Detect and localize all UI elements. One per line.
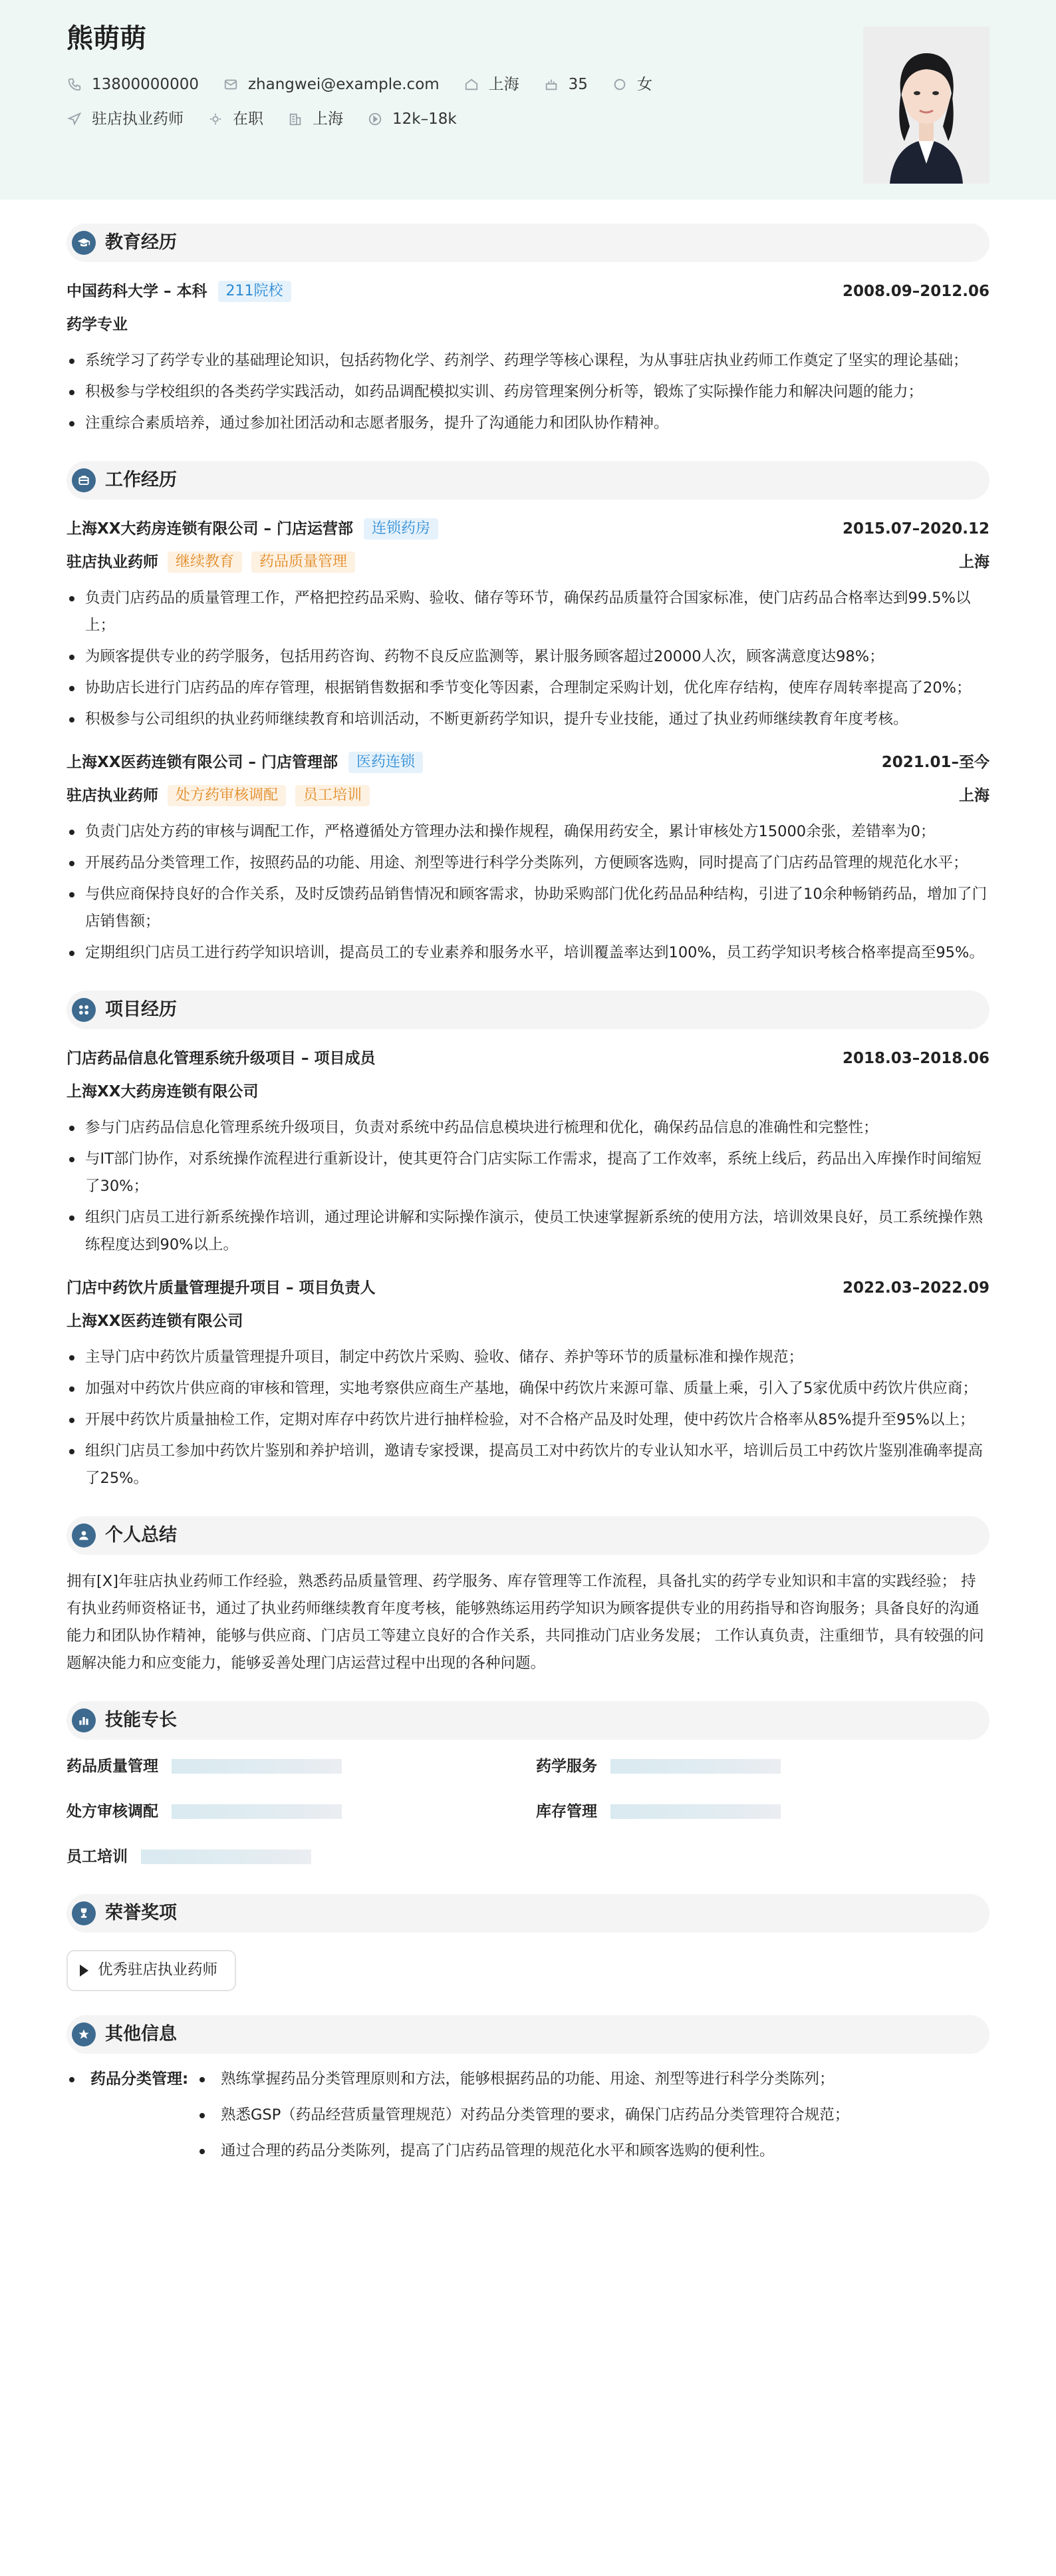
project-entry-header xyxy=(66,1045,990,1072)
resume-body xyxy=(0,224,1056,2174)
skill-item xyxy=(66,1798,536,1825)
list-item: 与IT部门协作，对系统操作流程进行重新设计，使其更符合门店实际工作需求，提高了工作效率，系统上线后，药品出入库操作时间缩短了30%； xyxy=(66,1146,990,1200)
skill-name: 药品质量管理 xyxy=(66,1757,158,1775)
email-item xyxy=(223,71,440,98)
other-list xyxy=(197,2066,849,2174)
skills-title: 技能专长 xyxy=(105,1710,177,1731)
list-item: 熟练掌握药品分类管理原则和方法，能够根据药品的功能、用途、剂型等进行科学分类陈列； xyxy=(197,2066,849,2093)
salary-icon xyxy=(367,111,383,127)
role-tag: 处方药审核调配 xyxy=(168,785,286,806)
list-item: 负责门店药品的质量管理工作，严格把控药品采购、验收、储存等环节，确保药品质量符合国家标准，使门店药品合格率达到99.5%以上； xyxy=(66,585,990,639)
home-icon xyxy=(463,77,479,92)
skill-level-bar xyxy=(172,1804,342,1819)
status-text: 在职 xyxy=(233,110,263,128)
list-item: 注重综合素质培养，通过参加社团活动和志愿者服务，提升了沟通能力和团队协作精神。 xyxy=(66,410,990,437)
summary-text: 拥有[X]年驻店执业药师工作经验，熟悉药品质量管理、药学服务、库存管理等工作流程，具备扎实的药学专业知识和丰富的实践经验； 持有执业药师资格证书，通过了执业药师继续教育年度考核，能够熟练运用药学知识为顾客提供专业的用药指导和咨询服务；具备良好的沟通能力和团队协作精神，能够与供应商、门店员工等建立良好的合作关系，共同推动门店业务发展； 工作认真负责，注重细节，具有较强的问题解决能力和应变能力，能够妥善处理门店运营过程中出现的各种问题。 xyxy=(66,1573,984,1672)
skills-section-header xyxy=(66,1701,990,1740)
list-item: 系统学习了药学专业的基础理论知识，包括药物化学、药剂学、药理学等核心课程，为从事驻店执业药师工作奠定了坚实的理论基础； xyxy=(66,347,990,375)
role-name: 驻店执业药师 xyxy=(66,553,158,571)
work-location: 上海 xyxy=(959,553,990,571)
company-name: 上海XX大药房连锁有限公司 – 门店运营部 xyxy=(66,520,353,538)
candidate-name: 熊萌萌 xyxy=(66,23,146,54)
project-entry xyxy=(66,1045,990,1259)
phone-icon xyxy=(66,77,82,92)
graduation-cap-icon xyxy=(72,231,96,255)
project-name: 门店药品信息化管理系统升级项目 – 项目成员 xyxy=(66,1049,376,1067)
project-org-row xyxy=(66,1078,990,1105)
briefcase-icon xyxy=(72,468,96,492)
skills-grid xyxy=(66,1753,990,1870)
major-row xyxy=(66,311,990,338)
project-bullets xyxy=(66,1114,990,1259)
work-bullets xyxy=(66,818,990,967)
skill-name: 员工培训 xyxy=(66,1848,128,1865)
skill-item xyxy=(66,1753,536,1780)
job-row xyxy=(66,109,990,129)
school-name: 中国药科大学 – 本科 xyxy=(66,282,207,300)
skill-name: 库存管理 xyxy=(536,1802,597,1820)
skill-level-bar xyxy=(610,1759,781,1774)
target-city-text: 上海 xyxy=(313,110,343,128)
other-title: 其他信息 xyxy=(105,2024,177,2045)
list-item: 为顾客提供专业的药学服务，包括用药咨询、药物不良反应监测等，累计服务顾客超过20000人次，顾客满意度达98%； xyxy=(66,643,990,671)
project-name: 门店中药饮片质量管理提升项目 – 项目负责人 xyxy=(66,1279,376,1297)
city-item xyxy=(463,71,519,98)
profile-photo xyxy=(863,27,990,184)
play-icon xyxy=(80,1965,88,1977)
list-item: 参与门店药品信息化管理系统升级项目，负责对系统中药品信息模块进行梳理和优化，确保药品信息的准确性和完整性； xyxy=(66,1114,990,1142)
award-label: 优秀驻店执业药师 xyxy=(98,1961,218,1979)
salary-text: 12k–18k xyxy=(392,110,457,128)
other-section-header xyxy=(66,2015,990,2054)
list-item: 加强对中药饮片供应商的审核和管理，实地考察供应商生产基地，确保中药饮片来源可靠、质量上乘，引入了5家优质中药饮片供应商； xyxy=(66,1375,990,1402)
list-item: 定期组织门店员工进行药学知识培训，提高员工的专业素养和服务水平，培训覆盖率达到100%，员工药学知识考核合格率提高至95%。 xyxy=(66,939,990,967)
mail-icon xyxy=(223,77,239,92)
project-date: 2022.03–2022.09 xyxy=(842,1279,990,1297)
skill-level-bar xyxy=(172,1759,342,1774)
list-item: 负责门店处方药的审核与调配工作，严格遵循处方管理办法和操作规程，确保用药安全，累计审核处方15000余张，差错率为0； xyxy=(66,818,990,846)
skill-name: 处方审核调配 xyxy=(66,1802,158,1820)
status-item xyxy=(207,106,263,132)
skill-item xyxy=(536,1753,935,1780)
grid-icon xyxy=(72,998,96,1022)
list-item: 开展中药饮片质量抽检工作，定期对库存中药饮片进行抽样检验，对不合格产品及时处理，使中药饮片合格率从85%提升至95%以上； xyxy=(66,1406,990,1434)
work-entry-header xyxy=(66,749,990,776)
skill-item xyxy=(66,1844,536,1870)
skill-level-bar xyxy=(610,1804,781,1819)
awards-section-header xyxy=(66,1894,990,1933)
award-item xyxy=(66,1950,236,1991)
list-item: 组织门店员工进行新系统操作培训，通过理论讲解和实际操作演示，使员工快速掌握新系统的使用方法，培训效果良好，员工系统操作熟练程度达到90%以上。 xyxy=(66,1204,990,1259)
salary-item xyxy=(367,106,457,132)
send-icon xyxy=(66,111,82,127)
list-item: 协助店长进行门店药品的库存管理，根据销售数据和季节变化等因素，合理制定采购计划，优化库存结构，使库存周转率提高了20%； xyxy=(66,675,990,702)
skill-level-bar xyxy=(141,1850,311,1864)
summary-title: 个人总结 xyxy=(105,1525,177,1546)
job-target-item xyxy=(66,106,184,132)
other-info xyxy=(66,2066,990,2174)
age-item xyxy=(543,71,588,98)
project-org-row xyxy=(66,1308,990,1335)
gender-icon xyxy=(612,77,628,92)
age-text: 35 xyxy=(568,75,588,93)
project-org: 上海XX医药连锁有限公司 xyxy=(66,1312,243,1330)
project-org: 上海XX大药房连锁有限公司 xyxy=(66,1082,259,1100)
list-item: 组织门店员工参加中药饮片鉴别和养护培训，邀请专家授课，提高员工对中药饮片的专业认知水平，培训后员工中药饮片鉴别准确率提高了25%。 xyxy=(66,1438,990,1492)
list-item: 开展药品分类管理工作，按照药品的功能、用途、剂型等进行科学分类陈列，方便顾客选购，同时提高了门店药品管理的规范化水平； xyxy=(66,850,990,877)
work-entry-header xyxy=(66,516,990,542)
list-item: 积极参与学校组织的各类药学实践活动，如药品调配模拟实训、药房管理案例分析等，锻炼了实际操作能力和解决问题的能力； xyxy=(66,379,990,406)
email-text: zhangwei@example.com xyxy=(247,75,440,93)
education-entry xyxy=(66,278,990,437)
city-text: 上海 xyxy=(488,75,519,93)
list-item: 与供应商保持良好的合作关系，及时反馈药品销售情况和顾客需求，协助采购部门优化药品品种结构，引进了10余种畅销药品，增加了门店销售额； xyxy=(66,881,990,935)
job-target-text: 驻店执业药师 xyxy=(92,110,184,128)
list-item: 主导门店中药饮片质量管理提升项目，制定中药饮片采购、验收、储存、养护等环节的质量标准和操作规范； xyxy=(66,1344,990,1371)
cake-icon xyxy=(543,77,559,92)
list-item: 积极参与公司组织的执业药师继续教育和培训活动，不断更新药学知识，提升专业技能，通过了执业药师继续教育年度考核。 xyxy=(66,706,990,733)
phone-text: 13800000000 xyxy=(92,75,199,93)
company-tag: 连锁药房 xyxy=(364,518,438,540)
resume-header xyxy=(0,0,1056,200)
work-location: 上海 xyxy=(959,786,990,804)
status-icon xyxy=(207,111,223,127)
role-name: 驻店执业药师 xyxy=(66,786,158,804)
major-name: 药学专业 xyxy=(66,315,128,333)
project-section-header xyxy=(66,991,990,1029)
company-tag: 医药连锁 xyxy=(348,752,423,773)
company-name: 上海XX医药连锁有限公司 – 门店管理部 xyxy=(66,753,338,771)
work-entry xyxy=(66,749,990,967)
list-item: 熟悉GSP（药品经营质量管理规范）对药品分类管理的要求，确保门店药品分类管理符合规范； xyxy=(197,2102,849,2129)
school-tag: 211院校 xyxy=(218,281,291,302)
work-section-header xyxy=(66,461,990,500)
info-icon xyxy=(72,2022,96,2046)
role-tag: 员工培训 xyxy=(295,785,370,806)
skill-item xyxy=(536,1798,935,1825)
skill-name: 药学服务 xyxy=(536,1757,597,1775)
education-date: 2008.09–2012.06 xyxy=(842,282,990,300)
other-row xyxy=(66,2066,990,2174)
education-bullets xyxy=(66,347,990,437)
role-tag: 继续教育 xyxy=(168,552,242,573)
gender-item xyxy=(612,71,652,98)
role-row xyxy=(66,549,990,575)
bar-chart-icon xyxy=(72,1708,96,1732)
phone-item xyxy=(66,71,199,98)
contact-row xyxy=(66,75,990,94)
role-row xyxy=(66,782,990,809)
other-key: 药品分类管理: xyxy=(66,2066,197,2174)
education-section-header xyxy=(66,224,990,262)
project-entry xyxy=(66,1275,990,1492)
target-city-item xyxy=(287,106,343,132)
education-entry-header xyxy=(66,278,990,305)
work-entry xyxy=(66,516,990,733)
building-icon xyxy=(287,111,303,127)
project-title: 项目经历 xyxy=(105,999,177,1021)
summary-section-header xyxy=(66,1516,990,1555)
education-title: 教育经历 xyxy=(105,232,177,253)
project-date: 2018.03–2018.06 xyxy=(842,1049,990,1067)
list-item: 通过合理的药品分类陈列，提高了门店药品管理的规范化水平和顾客选购的便利性。 xyxy=(197,2138,849,2165)
project-entry-header xyxy=(66,1275,990,1301)
trophy-icon xyxy=(72,1901,96,1925)
role-tag: 药品质量管理 xyxy=(251,552,355,573)
awards-title: 荣誉奖项 xyxy=(105,1903,177,1924)
work-date: 2021.01–至今 xyxy=(881,753,990,771)
gender-text: 女 xyxy=(636,75,652,93)
work-title: 工作经历 xyxy=(105,470,177,491)
work-date: 2015.07–2020.12 xyxy=(842,520,990,538)
user-icon xyxy=(72,1524,96,1547)
work-bullets xyxy=(66,585,990,733)
project-bullets xyxy=(66,1344,990,1492)
